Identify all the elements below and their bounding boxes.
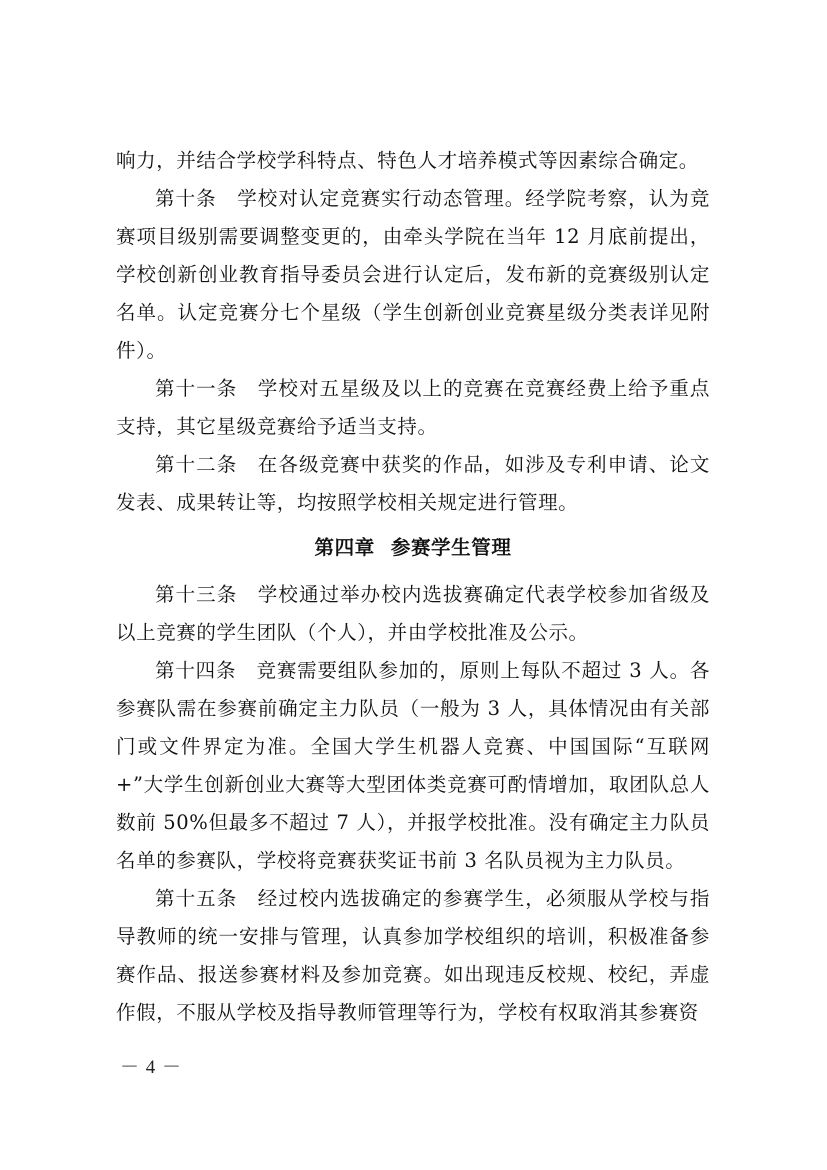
- article-text: 学校通过举办校内选拔赛确定代表学校参加省级及以上竞赛的学生团队（个人），并由学校批准及公示。: [116, 583, 710, 644]
- document-body: [116, 142, 710, 1032]
- chapter-heading: [116, 529, 710, 567]
- chapter-number: 第四章: [314, 536, 375, 559]
- article-number: 第十条: [155, 187, 217, 210]
- article-11: [116, 370, 710, 446]
- paragraph-continuation: 响力，并结合学校学科特点、特色人才培养模式等因素综合确定。: [116, 149, 699, 172]
- article-text: 在各级竞赛中获奖的作品，如涉及专利申请、论文发表、成果转让等，均按照学校相关规定进行管理。: [116, 453, 710, 514]
- chapter-title: 参赛学生管理: [390, 536, 512, 559]
- article-number: 第十三条: [155, 583, 238, 606]
- article-number: 第十一条: [155, 377, 238, 400]
- article-text: 经过校内选拔确定的参赛学生，必须服从学校与指导教师的统一安排与管理，认真参加学校组织的培训，积极准备参赛作品、报送参赛材料及参加竞赛。如出现违反校规、校纪，弄虚作假，不服从学校及指导教师管理等行为，学校有权取消其参赛资: [116, 887, 710, 1024]
- article-10: [116, 180, 710, 370]
- article-13: [116, 576, 710, 652]
- article-number: 第十二条: [155, 453, 238, 476]
- page-number: － 4 －: [120, 1057, 183, 1078]
- article-text: 竞赛需要组队参加的，原则上每队不超过 3 人。各参赛队需在参赛前确定主力队员（一般为 3 人，具体情况由有关部门或文件界定为准。全国大学生机器人竞赛、中国国际“互联网+”大学生创新创业大赛等大型团体类竞赛可酌情增加，取团队总人数前 50%但最多不超过 7 人），并报学校批准。没有确定主力队员名单的参赛队，学校将竞赛获奖证书前 3 名队员视为主力队员。: [116, 659, 710, 872]
- article-14: [116, 652, 710, 880]
- article-number: 第十四条: [155, 659, 237, 682]
- article-12: [116, 446, 710, 522]
- article-text: 学校对五星级及以上的竞赛在竞赛经费上给予重点支持，其它星级竞赛给予适当支持。: [116, 377, 710, 438]
- article-text: 学校对认定竞赛实行动态管理。经学院考察，认为竞赛项目级别需要调整变更的，由牵头学院在当年 12 月底前提出，学校创新创业教育指导委员会进行认定后，发布新的竞赛级别认定名单。认定竞赛分七个星级（学生创新创业竞赛星级分类表详见附件）。: [116, 187, 710, 362]
- article-15: [116, 880, 710, 1032]
- article-number: 第十五条: [155, 887, 238, 910]
